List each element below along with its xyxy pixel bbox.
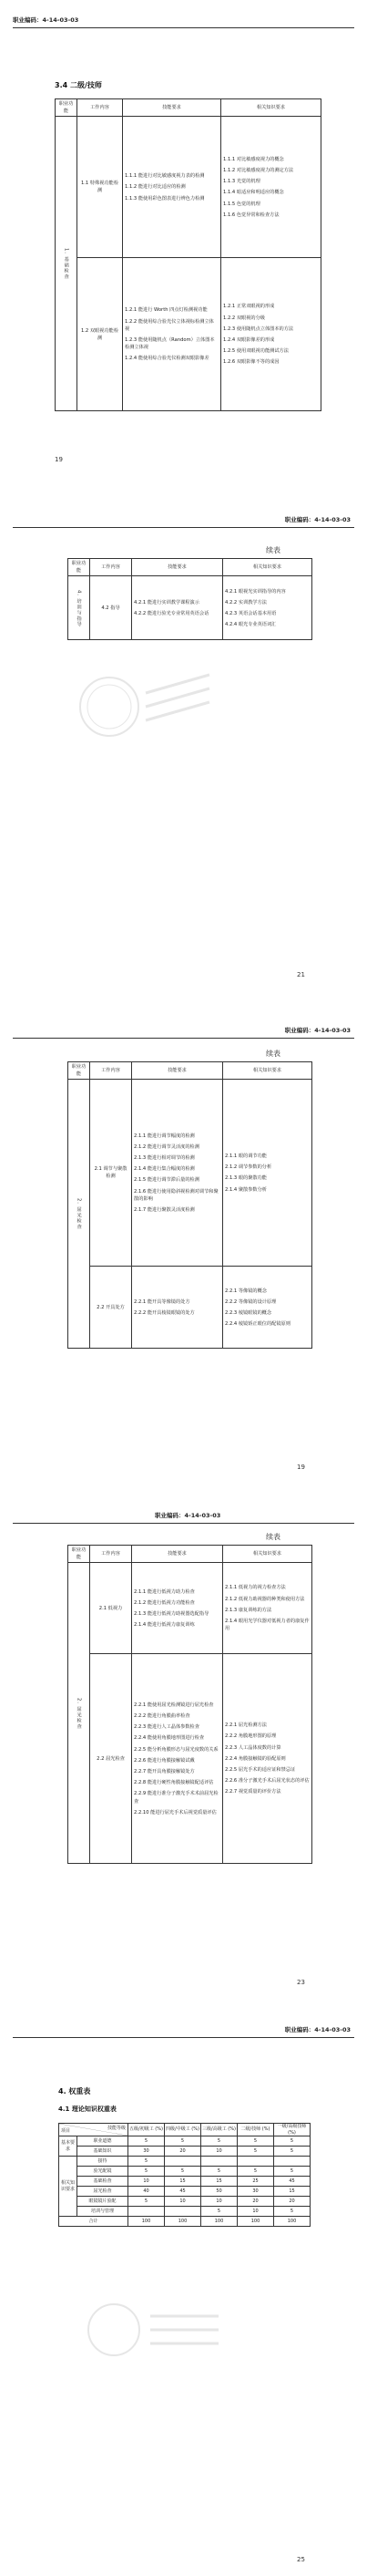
col-header: 职业功能 bbox=[68, 1546, 90, 1563]
skill-item: 1.1.3 能使用彩色图表进行辨色力检测 bbox=[125, 195, 205, 202]
knowledge-cell bbox=[223, 1654, 312, 1864]
knowledge-item: 1.2.1 正常双眼视的形成 bbox=[223, 304, 275, 310]
col-header: 技能要求 bbox=[132, 1546, 223, 1563]
table-row bbox=[68, 1080, 312, 1267]
value-cell: 100 bbox=[274, 2217, 311, 2227]
page-number: 19 bbox=[297, 1464, 305, 1471]
skill-item: 2.1.3 能进行低视力助视器选配指导 bbox=[134, 1610, 209, 1617]
skills-table bbox=[67, 1061, 312, 1349]
skill-item: 2.2.8 能进行硬性角膜接触镜配适评估 bbox=[134, 1780, 214, 1786]
knowledge-item: 1.1.6 色觉异常和检查方法 bbox=[223, 212, 280, 218]
page-3 bbox=[0, 1021, 367, 1477]
watermark-seal bbox=[82, 2289, 228, 2371]
skills-cell bbox=[132, 1563, 223, 1654]
function-cell: 1. 基础检查 bbox=[56, 117, 77, 411]
page-number: 25 bbox=[297, 2556, 305, 2563]
col-header: 相关知识要求 bbox=[223, 559, 312, 576]
table-header-row bbox=[56, 99, 321, 117]
skill-item: 2.1.5 能进行调节滞后量的检测 bbox=[134, 1177, 199, 1184]
table-row bbox=[56, 117, 321, 258]
level-header: 三级/高级工 (%) bbox=[201, 2124, 238, 2136]
skills-cell bbox=[132, 576, 223, 640]
page-number: 19 bbox=[55, 456, 63, 463]
content-cell: 2.1 调节与聚散检测 bbox=[90, 1080, 132, 1267]
col-header: 工作内容 bbox=[90, 559, 132, 576]
knowledge-item: 2.2.4 棱镜矫正眼位的配镜原则 bbox=[225, 1321, 291, 1328]
knowledge-item: 2.1.1 眼的调节功能 bbox=[225, 1154, 267, 1159]
col-header: 技能要求 bbox=[132, 1062, 223, 1080]
page-number: 21 bbox=[297, 971, 305, 978]
knowledge-item: 4.2.3 英语会话基本用语 bbox=[225, 610, 277, 616]
occupation-code: 职业编码：4-14-03-03 bbox=[155, 1512, 221, 1519]
knowledge-item: 2.2.1 等像镜的概念 bbox=[225, 1288, 267, 1294]
value-cell: 5 bbox=[238, 2136, 274, 2147]
table-header-row bbox=[68, 559, 312, 576]
knowledge-item: 4.2.2 实训教学方法 bbox=[225, 599, 267, 605]
item-cell: 基础检查 bbox=[77, 2177, 128, 2187]
table-row bbox=[68, 1654, 312, 1864]
skill-item: 4.2.1 能进行实训教学课程演示 bbox=[134, 599, 199, 605]
section-title: 4. 权重表 bbox=[58, 2087, 91, 2095]
value-cell: 5 bbox=[165, 2167, 201, 2177]
item-cell: 屈光检查 bbox=[77, 2187, 128, 2197]
col-header: 工作内容 bbox=[77, 99, 123, 117]
table-row bbox=[59, 2157, 311, 2167]
diag-level-label: 技能等级 bbox=[107, 2126, 126, 2131]
knowledge-item: 1.2.6 双眼影像不等的成因 bbox=[223, 359, 280, 366]
value-cell bbox=[165, 2207, 201, 2217]
col-header: 工作内容 bbox=[90, 1062, 132, 1080]
value-cell bbox=[165, 2157, 201, 2167]
knowledge-cell bbox=[221, 117, 321, 258]
value-cell: 10 bbox=[238, 2207, 274, 2217]
col-header: 职业功能 bbox=[68, 559, 90, 576]
item-cell: 基础知识 bbox=[77, 2147, 128, 2157]
value-cell: 5 bbox=[238, 2147, 274, 2157]
skill-item: 2.2.2 能开具棱镜眼镜的处方 bbox=[134, 1309, 195, 1316]
knowledge-cell bbox=[223, 576, 312, 640]
value-cell: 5 bbox=[201, 2136, 238, 2147]
skill-item: 2.2.5 能分析角膜形态与屈光度数的关系 bbox=[134, 1746, 219, 1753]
header-rule bbox=[13, 2037, 354, 2038]
skill-item: 1.2.4 能使用综合验光仪检测双眼影像差 bbox=[125, 356, 209, 362]
knowledge-item: 2.2.3 棱镜眼镜的概念 bbox=[225, 1309, 272, 1316]
page-2 bbox=[0, 511, 367, 985]
knowledge-item: 1.2.4 双眼影像差的形成 bbox=[223, 336, 275, 343]
table-row bbox=[68, 1267, 312, 1349]
skill-item: 1.2.3 能使用随机点（Random）立体图本检测立体视 bbox=[125, 336, 215, 351]
knowledge-item: 2.2.1 屈光检测方法 bbox=[225, 1723, 267, 1729]
col-header: 技能要求 bbox=[123, 99, 221, 117]
skills-table bbox=[67, 1545, 312, 1864]
knowledge-cell bbox=[223, 1563, 312, 1654]
skill-item: 2.1.4 能进行低视力康复训练 bbox=[134, 1622, 195, 1629]
knowledge-cell bbox=[221, 258, 321, 411]
skill-item: 2.2.2 能进行角膜曲率检查 bbox=[134, 1712, 190, 1719]
value-cell: 100 bbox=[128, 2217, 165, 2227]
item-cell: 职业道德 bbox=[77, 2136, 128, 2147]
value-cell: 50 bbox=[201, 2187, 238, 2197]
occupation-code: 职业编码：4-14-03-03 bbox=[284, 1027, 351, 1034]
knowledge-cell bbox=[223, 1267, 312, 1349]
table-row bbox=[59, 2187, 311, 2197]
knowledge-item: 1.2.2 双眼视的分级 bbox=[223, 315, 265, 321]
value-cell: 10 bbox=[128, 2177, 165, 2187]
table-header-row bbox=[68, 1546, 312, 1563]
skill-item: 2.2.10 能进行屈光手术后视觉质量评估 bbox=[134, 1809, 217, 1816]
value-cell: 100 bbox=[201, 2217, 238, 2227]
value-cell: 5 bbox=[274, 2207, 311, 2217]
col-header: 相关知识要求 bbox=[223, 1546, 312, 1563]
value-cell bbox=[201, 2157, 238, 2167]
value-cell: 5 bbox=[201, 2167, 238, 2177]
value-cell: 5 bbox=[128, 2157, 165, 2167]
content-cell: 1.1 特殊视功能检测 bbox=[77, 117, 123, 258]
weight-table bbox=[58, 2123, 311, 2227]
value-cell: 5 bbox=[128, 2197, 165, 2207]
group-cell: 基本要求 bbox=[59, 2136, 77, 2157]
item-cell: 培训与管理 bbox=[77, 2207, 128, 2217]
knowledge-item: 1.2.3 使用随机点立体图本的方法 bbox=[223, 326, 294, 332]
skill-item: 2.2.3 能进行人工晶体参数检查 bbox=[134, 1724, 199, 1731]
continued-label: 续表 bbox=[266, 546, 280, 554]
skill-item: 2.1.6 能进行使用隐斜视检测对调节和聚散的影响 bbox=[134, 1188, 219, 1202]
knowledge-item: 2.2.7 视觉质量的评价方法 bbox=[225, 1789, 281, 1795]
knowledge-cell bbox=[223, 1080, 312, 1267]
header-rule bbox=[13, 1038, 354, 1039]
subsection-title: 4.1 理论知识权重表 bbox=[58, 2105, 117, 2113]
item-cell: 眼镜镜片验配 bbox=[77, 2197, 128, 2207]
value-cell: 10 bbox=[165, 2197, 201, 2207]
level-header: 四级/中级工 (%) bbox=[165, 2124, 201, 2136]
value-cell: 5 bbox=[274, 2136, 311, 2147]
value-cell: 5 bbox=[201, 2207, 238, 2217]
value-cell: 20 bbox=[238, 2197, 274, 2207]
skills-cell bbox=[123, 258, 221, 411]
header-rule bbox=[13, 527, 354, 528]
table-row bbox=[59, 2167, 311, 2177]
value-cell: 5 bbox=[128, 2136, 165, 2147]
knowledge-item: 2.1.2 低视力助视器的种类和使用方法 bbox=[225, 1596, 305, 1602]
page-4 bbox=[0, 1505, 367, 1997]
skills-cell bbox=[132, 1654, 223, 1864]
skill-item: 2.1.1 能进行低视力助力检查 bbox=[134, 1588, 195, 1595]
content-cell: 2.1 低视力 bbox=[90, 1563, 132, 1654]
value-cell: 5 bbox=[274, 2167, 311, 2177]
continued-label: 续表 bbox=[266, 1050, 280, 1058]
skills-table bbox=[55, 98, 321, 411]
knowledge-item: 1.1.3 光觉的机理 bbox=[223, 179, 260, 185]
table-row bbox=[59, 2207, 311, 2217]
table-row bbox=[59, 2136, 311, 2147]
value-cell: 100 bbox=[238, 2217, 274, 2227]
table-row bbox=[59, 2177, 311, 2187]
skill-item: 2.1.4 能进行集合幅度的检测 bbox=[134, 1166, 195, 1173]
value-cell: 5 bbox=[238, 2167, 274, 2177]
skills-cell bbox=[132, 1267, 223, 1349]
value-cell: 5 bbox=[274, 2147, 311, 2157]
content-cell: 4.2 指导 bbox=[90, 576, 132, 640]
skill-item: 2.2.9 能进行准分子激光手术术前屈光检查 bbox=[134, 1791, 219, 1805]
col-header: 工作内容 bbox=[90, 1546, 132, 1563]
diagonal-header-cell bbox=[59, 2124, 128, 2136]
group-cell: 相关知识要求 bbox=[59, 2157, 77, 2217]
item-cell: 接待 bbox=[77, 2157, 128, 2167]
knowledge-item: 4.2.1 眼视光实训指导的内容 bbox=[225, 588, 286, 595]
col-header: 职业功能 bbox=[56, 99, 77, 117]
table-header-row bbox=[68, 1062, 312, 1080]
value-cell: 30 bbox=[238, 2187, 274, 2197]
value-cell: 20 bbox=[165, 2147, 201, 2157]
occupation-code: 职业编码：4-14-03-03 bbox=[284, 516, 351, 523]
skill-item: 2.2.4 能使用角膜地形图进行检查 bbox=[134, 1735, 205, 1742]
col-header: 相关知识要求 bbox=[221, 99, 321, 117]
content-cell: 2.2 开具处方 bbox=[90, 1267, 132, 1349]
value-cell bbox=[238, 2157, 274, 2167]
header-rule bbox=[13, 1523, 354, 1524]
skill-item: 2.1.2 能进行调节灵活度的检测 bbox=[134, 1143, 199, 1150]
function-cell: 2. 屈光检查 bbox=[68, 1563, 90, 1864]
knowledge-item: 4.2.4 眼光专业英语词汇 bbox=[225, 622, 277, 628]
knowledge-item: 2.1.3 康复训练的方法 bbox=[225, 1607, 272, 1613]
knowledge-item: 2.1.1 低视力的视力检查方法 bbox=[225, 1585, 286, 1591]
skill-item: 2.2.7 能开具角膜接触镜处方 bbox=[134, 1769, 195, 1774]
skill-item: 2.2.6 能进行角膜接触镜试戴 bbox=[134, 1757, 195, 1764]
skill-item: 1.1.2 能进行对比适应的检测 bbox=[125, 184, 186, 191]
function-cell: 2. 屈光检查 bbox=[68, 1080, 90, 1349]
knowledge-item: 2.1.2 调节参数的分析 bbox=[225, 1164, 272, 1171]
value-cell: 5 bbox=[165, 2136, 201, 2147]
value-cell: 100 bbox=[165, 2217, 201, 2227]
skill-item: 2.1.3 能进行相对调节的检测 bbox=[134, 1155, 195, 1161]
knowledge-item: 2.2.2 角膜地形图的原理 bbox=[225, 1733, 277, 1740]
skill-item: 2.1.1 能进行调节幅度的检测 bbox=[134, 1133, 195, 1139]
skill-item: 4.2.2 能进行验光专业常用英语会话 bbox=[134, 610, 209, 616]
section-title: 3.4 二级/技师 bbox=[55, 81, 102, 89]
page-1 bbox=[0, 0, 367, 474]
knowledge-item: 2.2.6 准分子激光手术后屈光状态的评估 bbox=[225, 1778, 310, 1785]
value-cell: 40 bbox=[128, 2187, 165, 2197]
function-cell: 4. 培训与指导 bbox=[68, 576, 90, 640]
skills-table bbox=[67, 558, 312, 640]
continued-label: 续表 bbox=[266, 1533, 280, 1541]
knowledge-item: 2.1.3 眼的聚散功能 bbox=[225, 1175, 267, 1182]
skills-cell bbox=[132, 1080, 223, 1267]
value-cell: 45 bbox=[274, 2177, 311, 2187]
value-cell: 10 bbox=[201, 2147, 238, 2157]
knowledge-item: 1.1.5 色觉的机理 bbox=[223, 201, 260, 207]
knowledge-item: 1.2.5 使用双眼视功能测试方法 bbox=[223, 348, 289, 355]
value-cell: 10 bbox=[201, 2197, 238, 2207]
table-header-row bbox=[59, 2124, 311, 2136]
level-header: 二级/技师 (%) bbox=[238, 2124, 274, 2136]
value-cell bbox=[274, 2157, 311, 2167]
occupation-code: 职业编码：4-14-03-03 bbox=[13, 16, 79, 24]
content-cell: 2.2 屈光检查 bbox=[90, 1654, 132, 1864]
value-cell: 45 bbox=[165, 2187, 201, 2197]
knowledge-item: 2.1.4 聚散参数分析 bbox=[225, 1186, 267, 1193]
table-row bbox=[68, 576, 312, 640]
skill-item: 2.1.7 能进行聚散灵活度检测 bbox=[134, 1207, 195, 1214]
value-cell: 15 bbox=[201, 2177, 238, 2187]
page-number: 23 bbox=[297, 1979, 305, 1986]
value-cell: 30 bbox=[128, 2147, 165, 2157]
knowledge-item: 2.2.3 人工晶体度数的计算 bbox=[225, 1744, 281, 1751]
knowledge-item: 2.2.4 角膜接触镜的验配原则 bbox=[225, 1755, 286, 1762]
skills-cell bbox=[123, 117, 221, 258]
header-rule bbox=[13, 27, 354, 28]
value-cell bbox=[128, 2207, 165, 2217]
knowledge-item: 1.1.4 暗适应和明适应的概念 bbox=[223, 190, 284, 196]
table-row bbox=[68, 1563, 312, 1654]
value-cell: 20 bbox=[274, 2197, 311, 2207]
knowledge-item: 2.2.2 等像镜的设计原理 bbox=[225, 1298, 277, 1305]
skill-item: 1.2.2 能使用综合验光仪立体视标检测立体视 bbox=[125, 318, 214, 332]
col-header: 相关知识要求 bbox=[223, 1062, 312, 1080]
diag-item-label: 项目 bbox=[61, 2127, 71, 2134]
value-cell: 25 bbox=[238, 2177, 274, 2187]
value-cell: 15 bbox=[165, 2177, 201, 2187]
knowledge-item: 1.1.1 对比敏感度视力的概念 bbox=[223, 156, 284, 162]
occupation-code: 职业编码：4-14-03-03 bbox=[284, 2026, 351, 2033]
item-cell: 合计 bbox=[59, 2217, 128, 2227]
level-header: 一级/高级技师 (%) bbox=[274, 2124, 311, 2136]
content-cell: 1.2 双眼视功能检测 bbox=[77, 258, 123, 411]
level-header: 五级/初级工 (%) bbox=[128, 2124, 165, 2136]
skill-item: 1.1.1 能进行对比敏感度视力表的检测 bbox=[125, 173, 205, 180]
skill-item: 2.2.1 能开具等像镜的处方 bbox=[134, 1298, 190, 1305]
item-cell: 验光配镜 bbox=[77, 2167, 128, 2177]
value-cell: 5 bbox=[128, 2167, 165, 2177]
knowledge-item: 2.2.5 屈光手术的适应证和禁忌证 bbox=[225, 1767, 296, 1773]
value-cell: 15 bbox=[274, 2187, 311, 2197]
knowledge-item: 2.1.4 眼用光学仪器对低视力者的康复作用 bbox=[225, 1619, 310, 1632]
table-row-total bbox=[59, 2217, 311, 2227]
table-row bbox=[56, 258, 321, 411]
table-row bbox=[59, 2197, 311, 2207]
col-header: 职业功能 bbox=[68, 1062, 90, 1080]
watermark-seal bbox=[73, 657, 219, 757]
page-5 bbox=[0, 2015, 367, 2576]
knowledge-item: 1.1.2 对比敏感度视力的测定方法 bbox=[223, 168, 294, 173]
skill-item: 2.1.2 能进行低视力功能检查 bbox=[134, 1599, 195, 1606]
col-header: 技能要求 bbox=[132, 559, 223, 576]
skill-item: 2.2.1 能使用屈光检测镜进行屈光检查 bbox=[134, 1702, 214, 1708]
table-row bbox=[59, 2147, 311, 2157]
skill-item: 1.2.1 能进行 Worth 四点灯检测视功能 bbox=[125, 307, 208, 314]
